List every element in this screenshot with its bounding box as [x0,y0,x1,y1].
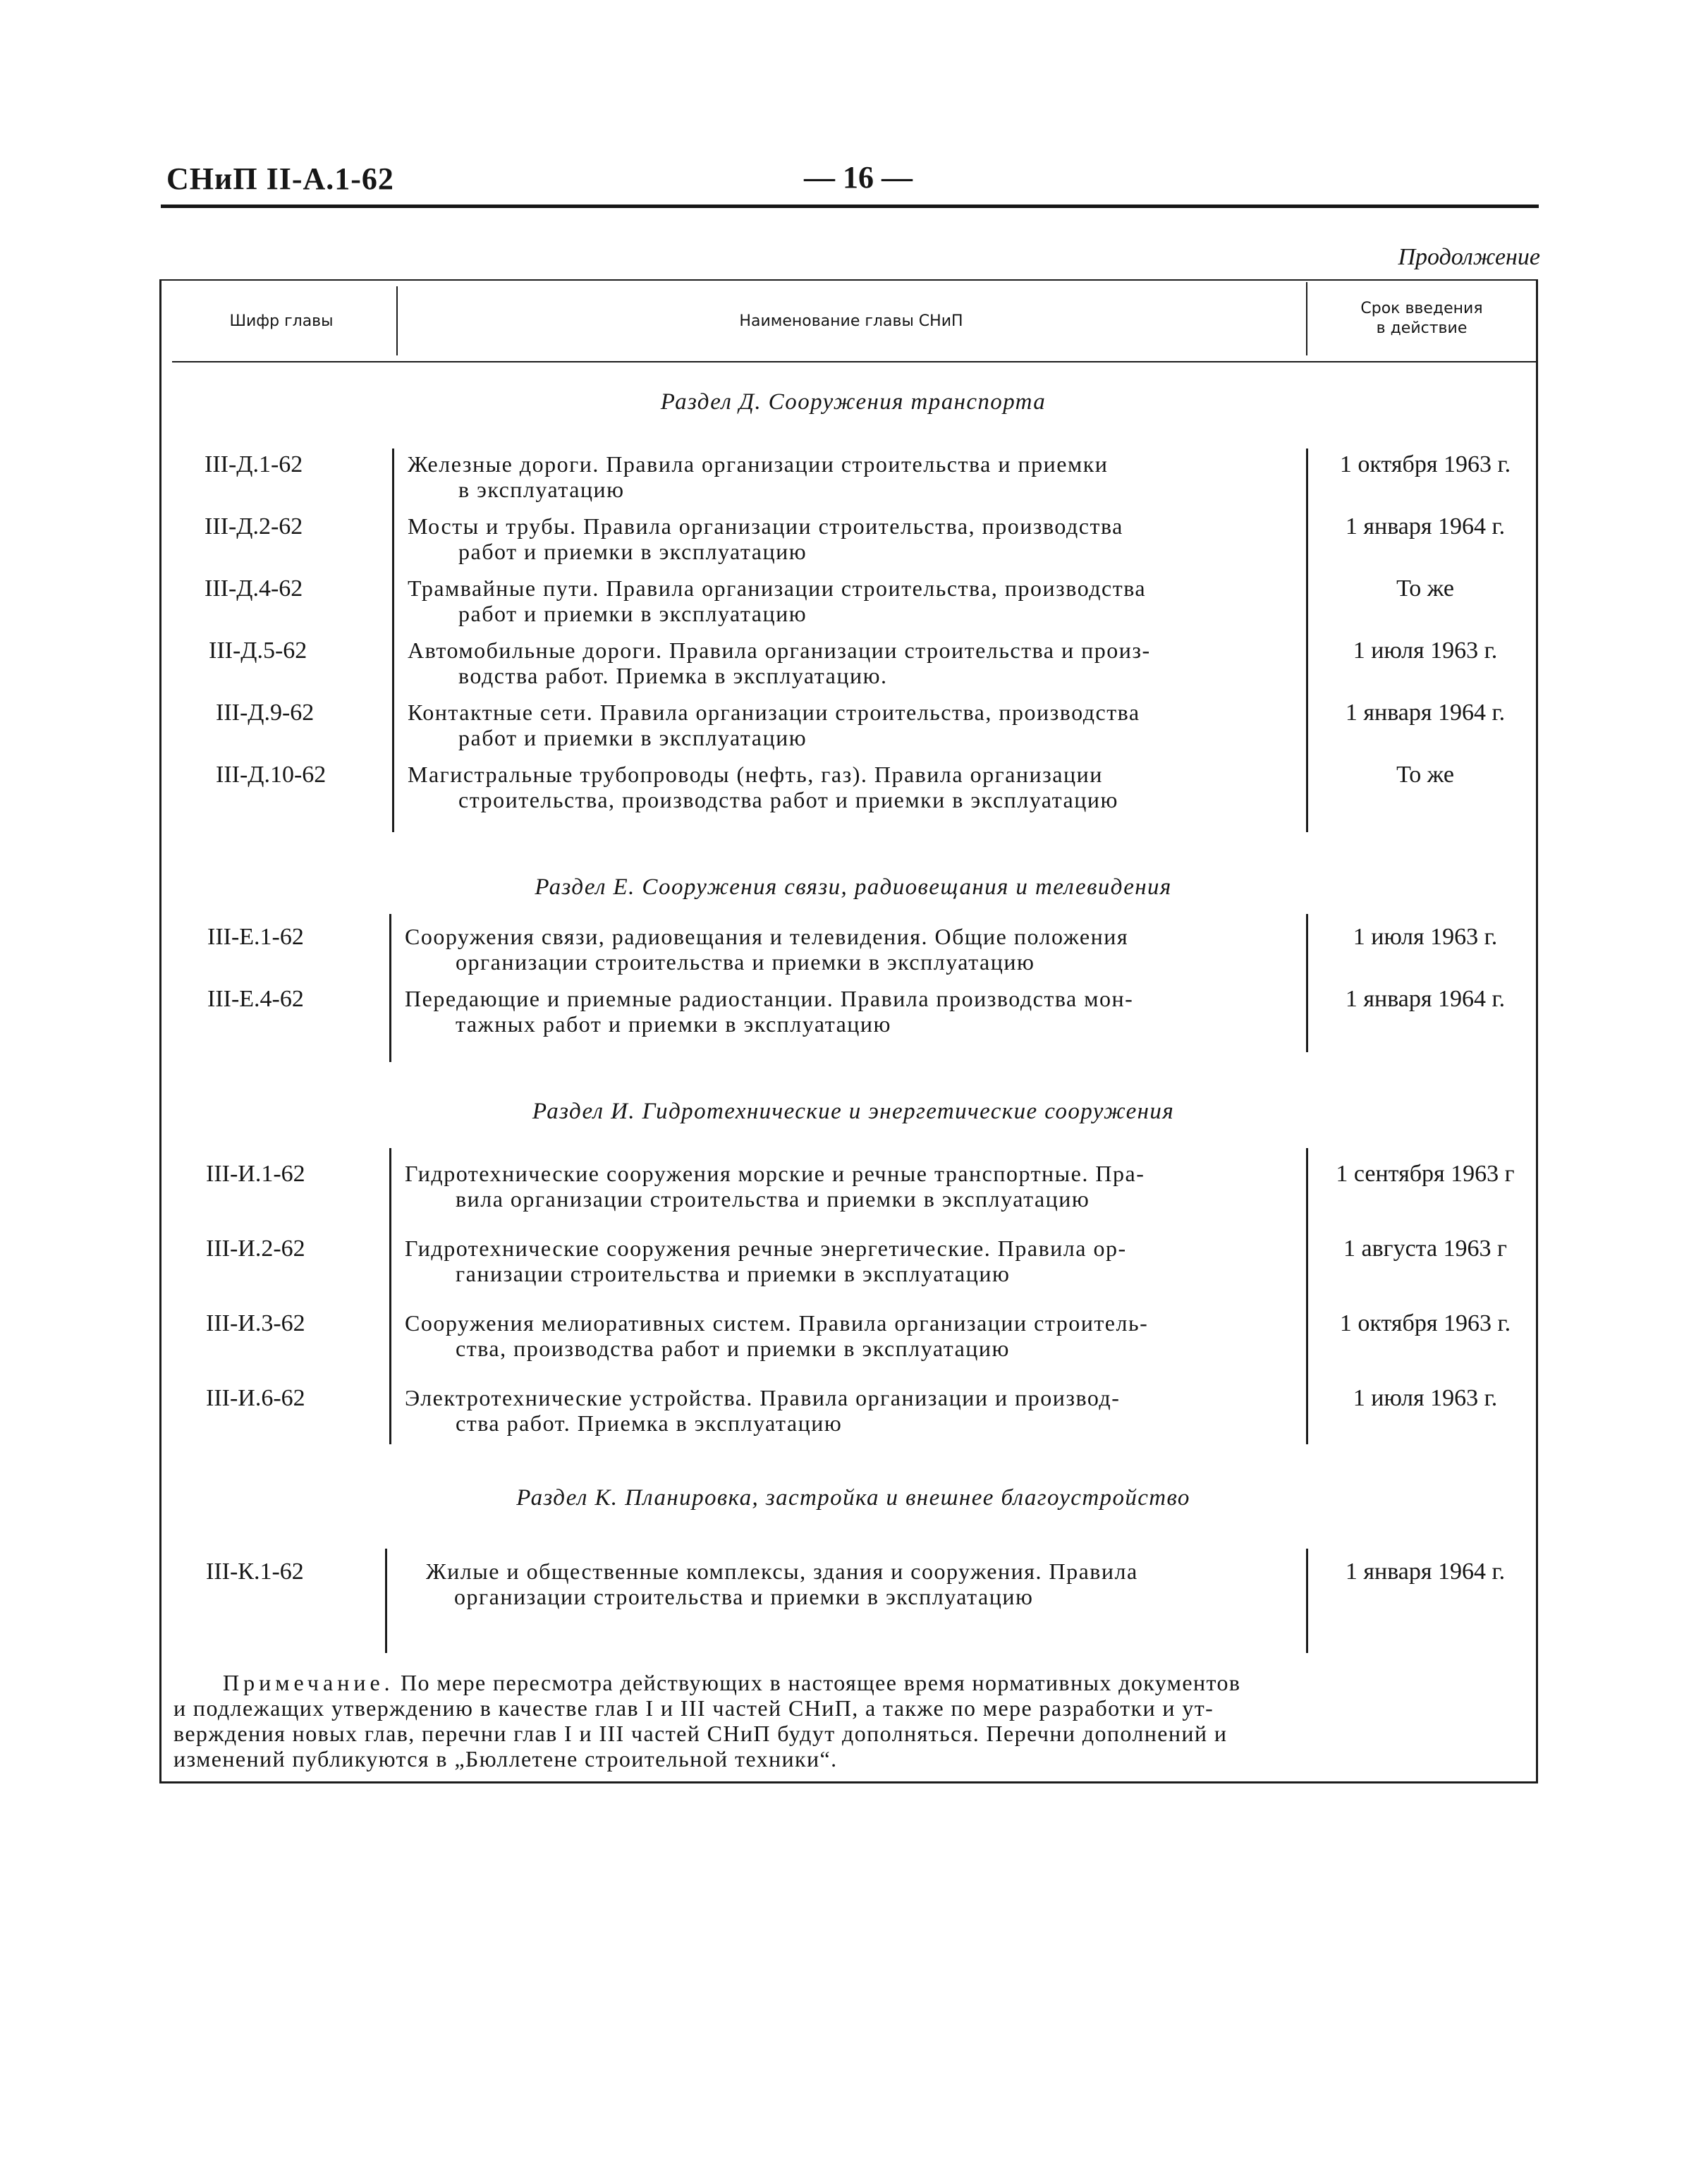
footnote-line4: изменений публикуются в „Бюллетене строительной техники“. [173,1746,838,1771]
row-date: 1 июля 1963 г. [1353,924,1498,950]
row-name-line2: водства работ. Приемка в эксплуатацию. [458,663,888,688]
section-d-separator-1 [392,449,394,832]
row-code: III-К.1-62 [206,1559,304,1585]
continued-label: Продолжение [1398,244,1540,270]
page-number: — 16 — [804,160,913,195]
column-header-date [1310,299,1533,339]
table-bottom-border [159,1781,1538,1783]
row-code: III-И.6-62 [206,1385,305,1411]
row-date: 1 января 1964 г. [1345,513,1506,539]
row-date: 1 января 1964 г. [1345,700,1506,726]
column-header-date-line2: в действие [1376,319,1468,337]
row-name-line1: Трамвайные пути. Правила организации строительства, производства [408,575,1147,601]
row-name-line1: Автомобильные дороги. Правила организации строительства и произ- [408,638,1151,663]
section-k-separator-2 [1306,1549,1308,1653]
row-code: III-Д.2-62 [205,513,303,539]
row-name-line1: Жилые и общественные комплексы, здания и сооружения. Правила [426,1559,1138,1584]
column-header-name: Наименование главы СНиП [739,312,963,330]
row-name-line2: работ и приемки в эксплуатацию [458,725,807,750]
row-date: 1 сентября 1963 г [1336,1161,1515,1187]
row-name-line1: Контактные сети. Правила организации строительства, производства [408,700,1140,725]
header-separator-2 [1306,282,1307,355]
section-d-separator-2 [1306,449,1308,832]
section-k-separator-1 [385,1549,387,1653]
footnote-line2: и подлежащих утверждению в качестве глав I и III частей СНиП, а также по мере разработки и ут- [173,1695,1214,1721]
row-name [408,513,1299,564]
section-e-separator-2 [1306,914,1308,1052]
footnote-line3: верждения новых глав, перечни глав I и III частей СНиП будут дополняться. Перечни дополнений и [173,1721,1228,1746]
row-name-line2: ства, производства работ и приемки в эксплуатацию [456,1336,1010,1361]
row-name [405,1310,1296,1361]
row-name [405,1236,1296,1286]
row-date: 1 января 1964 г. [1345,986,1506,1012]
row-name-line2: организации строительства и приемки в эксплуатацию [454,1584,1034,1609]
row-date: 1 октября 1963 г. [1339,451,1511,477]
row-code: III-Д.4-62 [205,575,303,602]
row-name [405,1385,1296,1436]
row-name [408,700,1299,750]
row-date: 1 октября 1963 г. [1339,1310,1511,1336]
document-code: СНиП II-А.1-62 [166,161,394,196]
row-name-line2: тажных работ и приемки в эксплуатацию [456,1011,891,1037]
row-name-line1: Гидротехнические сооружения морские и речные транспортные. Пра- [405,1161,1145,1186]
row-name-line2: организации строительства и приемки в эксплуатацию [456,949,1035,975]
row-name [405,924,1296,975]
table-left-border [159,281,161,1783]
row-name-line2: работ и приемки в эксплуатацию [458,601,807,626]
row-date: 1 июля 1963 г. [1353,638,1498,664]
row-name-line1: Мосты и трубы. Правила организации строительства, производства [408,513,1123,539]
footnote-line1 [173,1670,1526,1695]
row-code: III-Д.10-62 [216,762,327,788]
section-i-separator-2 [1306,1148,1308,1444]
row-date: 1 января 1964 г. [1345,1559,1506,1585]
row-name-line1: Железные дороги. Правила организации строительства и приемки [408,451,1109,477]
section-e-separator-1 [389,914,391,1062]
row-code: III-И.2-62 [206,1236,305,1262]
row-code: III-Д.1-62 [205,451,303,477]
row-name-line2: ства работ. Приемка в эксплуатацию [456,1410,843,1436]
row-name-line2: работ и приемки в эксплуатацию [458,539,807,564]
row-name-line2: в эксплуатацию [458,477,625,502]
table-header-rule [172,361,1537,362]
row-code: III-Е.1-62 [207,924,304,950]
footnote [173,1670,1526,1771]
row-name [405,986,1296,1037]
row-date: То же [1396,762,1454,788]
row-name-line2: вила организации строительства и приемки в эксплуатацию [456,1186,1090,1212]
section-title-e: Раздел Е. Сооружения связи, радиовещания и телевидения [535,874,1172,900]
row-name-line1: Гидротехнические сооружения речные энергетические. Правила ор- [405,1236,1127,1261]
row-code: III-Д.9-62 [216,700,315,726]
column-header-code: Шифр главы [229,312,334,330]
row-name [408,762,1299,812]
row-code: III-Д.5-62 [209,638,307,664]
row-name-line1: Сооружения мелиоративных систем. Правила организации строитель- [405,1310,1149,1336]
section-i-separator-1 [389,1148,391,1444]
row-code: III-И.3-62 [206,1310,305,1336]
row-name [426,1559,1300,1609]
column-header-date-line1: Срок введения [1360,300,1483,317]
row-date: То же [1396,575,1454,602]
row-name-line1: Сооружения связи, радиовещания и телевидения. Общие положения [405,924,1129,949]
table-top-border [159,279,1538,281]
row-name-line1: Магистральные трубопроводы (нефть, газ). Правила организации [408,762,1103,787]
section-title-i: Раздел И. Гидротехнические и энергетические сооружения [532,1099,1175,1124]
header-separator-1 [396,286,398,355]
row-name-line2: ганизации строительства и приемки в эксплуатацию [456,1261,1011,1286]
row-name [408,451,1299,502]
row-code: III-Е.4-62 [207,986,304,1012]
row-name-line1: Электротехнические устройства. Правила организации и производ- [405,1385,1121,1410]
row-name [405,1161,1296,1212]
row-date: 1 июля 1963 г. [1353,1385,1498,1411]
footnote-label: Примечание. [223,1670,394,1695]
footnote-line1-text: По мере пересмотра действующих в настоящее время нормативных документов [401,1670,1241,1695]
row-name [408,638,1299,688]
header-rule [161,205,1539,208]
section-title-k: Раздел К. Планировка, застройка и внешнее благоустройство [516,1485,1190,1511]
row-name-line1: Передающие и приемные радиостанции. Правила производства мон- [405,986,1134,1011]
row-name [408,575,1299,626]
row-date: 1 августа 1963 г [1343,1236,1507,1262]
row-name-line2: строительства, производства работ и приемки в эксплуатацию [458,787,1118,812]
section-title-d: Раздел Д. Сооружения транспорта [660,389,1047,415]
table-right-border [1536,281,1538,1783]
row-code: III-И.1-62 [206,1161,305,1187]
